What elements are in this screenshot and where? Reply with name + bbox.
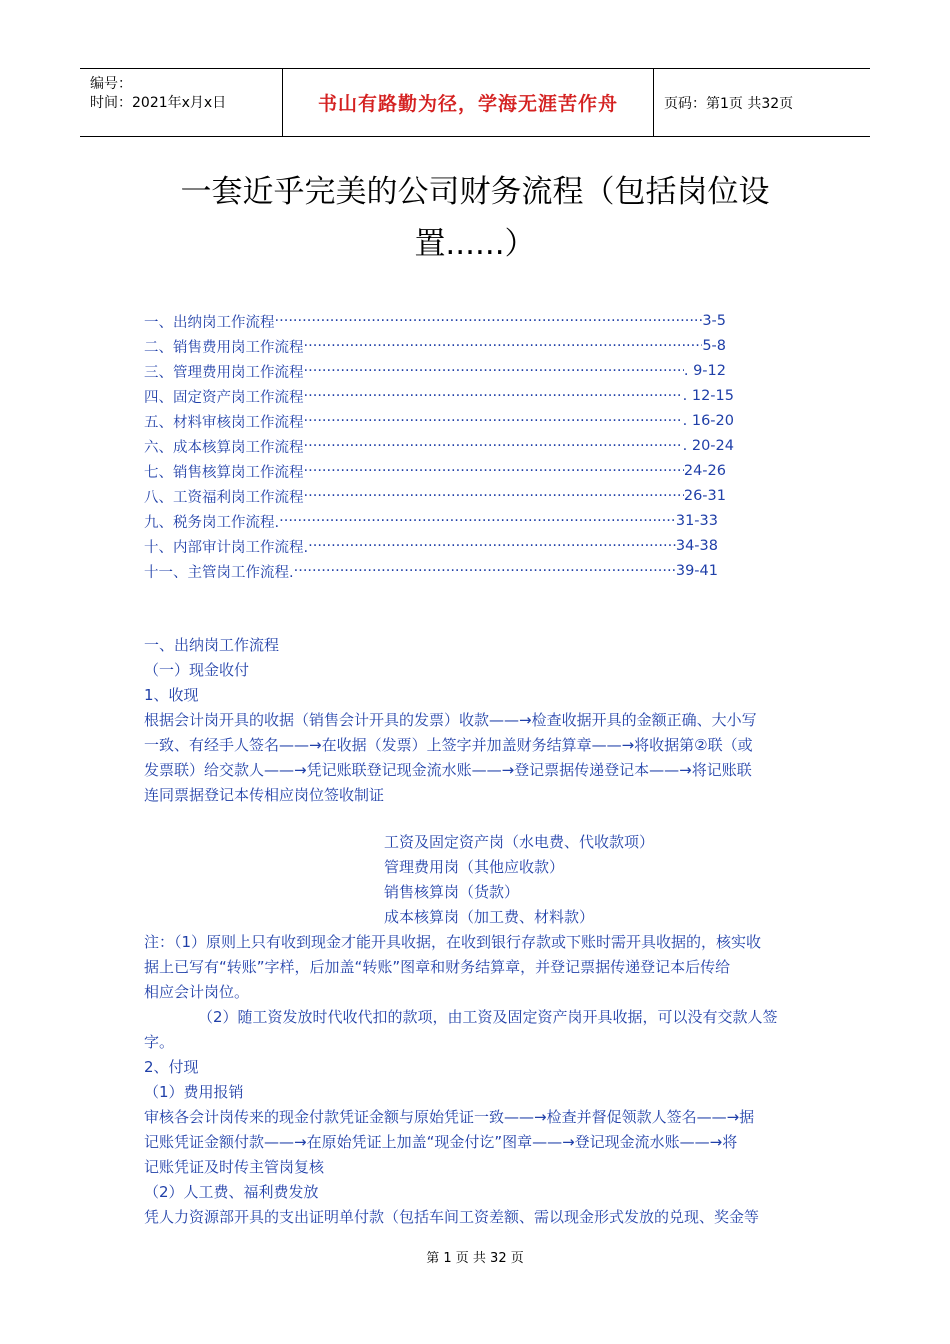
- toc-entry-pages: 26-31: [683, 488, 726, 504]
- time-label: 时间：2021年x月x日: [90, 95, 227, 111]
- paragraph-line: 一致、有经手人签名——→在收据（发票）上签字并加盖财务结算章——→将收据第②联（或: [144, 736, 753, 754]
- toc-entry-label: 四、固定资产岗工作流程: [144, 389, 304, 406]
- toc-dot-leader: [275, 313, 703, 329]
- paragraph-line: 发票联）给交款人——→凭记账联登记现金流水账——→登记票据传递登记本——→将记账联: [144, 761, 752, 779]
- toc-entry-pages: . 16-20: [682, 413, 734, 429]
- toc-entry[interactable]: [144, 535, 718, 557]
- toc-entry-label: 五、材料审核岗工作流程: [144, 414, 304, 431]
- page-label: 页码：第1页 共32页: [664, 95, 794, 112]
- toc-entry-label: 八、工资福利岗工作流程: [144, 489, 304, 506]
- list-item: 管理费用岗（其他应收款）: [384, 858, 565, 876]
- toc-entry-pages: 24-26: [683, 463, 726, 479]
- toc-entry-label: 九、税务岗工作流程.: [144, 514, 280, 531]
- toc-entry[interactable]: [144, 460, 726, 482]
- list-item: 销售核算岗（货款）: [384, 883, 520, 901]
- toc-entry-label: 二、销售费用岗工作流程: [144, 339, 304, 356]
- toc-entry-pages: . 9-12: [683, 363, 726, 379]
- paragraph-line: 凭人力资源部开具的支出证明单付款（包括车间工资差额、需以现金形式发放的兑现、奖金等: [144, 1208, 760, 1226]
- section-heading: 一、出纳岗工作流程: [144, 636, 280, 654]
- note-line: 据上已写有“转账”字样，后加盖“转账”图章和财务结算章，并登记票据传递登记本后传给: [144, 958, 731, 976]
- subsection-heading: （2）人工费、福利费发放: [144, 1183, 319, 1201]
- header-page-cell: [654, 69, 870, 136]
- toc-entry[interactable]: [144, 435, 734, 457]
- subsection-heading: （一）现金收付: [144, 661, 250, 679]
- toc-dot-leader: [304, 413, 683, 429]
- toc-entry[interactable]: [144, 410, 734, 432]
- toc-entry[interactable]: [144, 335, 726, 357]
- toc-entry[interactable]: [144, 360, 726, 382]
- header-motto-cell: [283, 69, 654, 136]
- list-item: 工资及固定资产岗（水电费、代收款项）: [384, 833, 655, 851]
- toc-dot-leader: [304, 463, 684, 479]
- toc-entry[interactable]: [144, 385, 734, 407]
- toc-entry-pages: . 12-15: [682, 388, 734, 404]
- toc-entry-label: 一、出纳岗工作流程: [144, 314, 275, 331]
- note-line: （2）随工资发放时代收代扣的款项，由工资及固定资产岗开具收据，可以没有交款人签: [198, 1008, 778, 1026]
- paragraph-line: 根据会计岗开具的收据（销售会计开具的发票）收款——→检查收据开具的金额正确、大小写: [144, 711, 757, 729]
- toc-entry[interactable]: [144, 310, 726, 332]
- paragraph-line: 记账凭证及时传主管岗复核: [144, 1158, 325, 1176]
- toc-entry-label: 六、成本核算岗工作流程: [144, 439, 304, 456]
- toc-dot-leader: [304, 488, 684, 504]
- toc-dot-leader: [308, 538, 676, 554]
- toc-dot-leader: [294, 563, 676, 579]
- toc-entry-pages: 34-38: [675, 538, 718, 554]
- toc-dot-leader: [279, 513, 676, 529]
- item-heading: 2、付现: [144, 1058, 199, 1076]
- page-footer: 第 1 页 共 32 页: [426, 1251, 524, 1266]
- item-heading: 1、收现: [144, 686, 199, 704]
- toc-entry-pages: . 20-24: [682, 438, 734, 454]
- paragraph-line: 连同票据登记本传相应岗位签收制证: [144, 786, 385, 804]
- subsection-heading: （1）费用报销: [144, 1083, 244, 1101]
- toc-entry[interactable]: [144, 510, 718, 532]
- toc-entry[interactable]: [144, 485, 726, 507]
- note-line: 字。: [144, 1033, 175, 1051]
- toc-entry-pages: 31-33: [675, 513, 718, 529]
- paragraph-line: 审核各会计岗传来的现金付款凭证金额与原始凭证一致——→检查并督促领款人签名——→据: [144, 1108, 755, 1126]
- list-item: 成本核算岗（加工费、材料款）: [384, 908, 595, 926]
- toc-dot-leader: [304, 388, 683, 404]
- note-line: 注：（1）原则上只有收到现金才能开具收据，在收到银行存款或下账时需开具收据的，核实收: [144, 933, 762, 951]
- toc-entry-pages: 39-41: [675, 563, 718, 579]
- document-title-line1: 一套近乎完美的公司财务流程（包括岗位设: [180, 174, 770, 210]
- toc-dot-leader: [304, 363, 684, 379]
- paragraph-line: 记账凭证金额付款——→在原始凭证上加盖“现金付讫”图章——→登记现金流水账——→将: [144, 1133, 738, 1151]
- toc-entry[interactable]: [144, 560, 718, 582]
- toc-dot-leader: [304, 338, 703, 354]
- note-line: 相应会计岗位。: [144, 983, 250, 1001]
- motto: 书山有路勤为径，学海无涯苦作舟: [317, 93, 618, 115]
- number-label: 编号：: [90, 76, 132, 92]
- toc-entry-pages: 5-8: [702, 338, 726, 354]
- page-header: [80, 68, 870, 137]
- toc-entry-label: 三、管理费用岗工作流程: [144, 364, 304, 381]
- document-title-line2: 置......）: [414, 226, 536, 262]
- toc-entry-label: 七、销售核算岗工作流程: [144, 464, 304, 481]
- toc-entry-label: 十、内部审计岗工作流程.: [144, 539, 309, 556]
- header-meta-cell: [80, 69, 283, 136]
- toc-entry-pages: 3-5: [702, 313, 726, 329]
- toc-dot-leader: [304, 438, 683, 454]
- toc-entry-label: 十一、主管岗工作流程.: [144, 564, 294, 581]
